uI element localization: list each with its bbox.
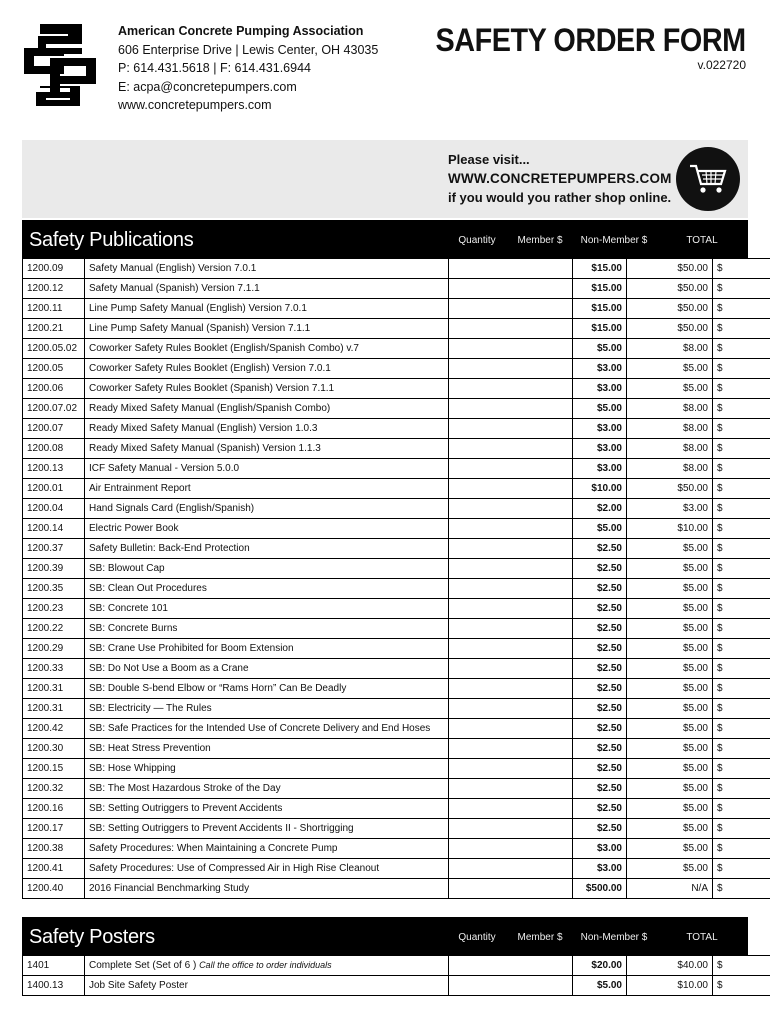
total-field[interactable]: $ xyxy=(713,359,770,379)
quantity-field[interactable] xyxy=(449,379,573,399)
quantity-field[interactable] xyxy=(449,439,573,459)
total-field[interactable]: $ xyxy=(713,639,770,659)
item-description: Ready Mixed Safety Manual (Spanish) Version 1.1.3 xyxy=(85,439,449,459)
item-description: ICF Safety Manual - Version 5.0.0 xyxy=(85,459,449,479)
item-description: SB: Do Not Use a Boom as a Crane xyxy=(85,659,449,679)
item-description xyxy=(85,956,449,976)
item-code: 1200.15 xyxy=(23,759,85,779)
total-field[interactable]: $ xyxy=(713,339,770,359)
nonmember-price: $5.00 xyxy=(627,539,713,559)
nonmember-price: $5.00 xyxy=(627,759,713,779)
member-price: $2.50 xyxy=(573,579,627,599)
shop-online-banner xyxy=(22,140,748,218)
item-description: SB: The Most Hazardous Stroke of the Day xyxy=(85,779,449,799)
member-price: $2.50 xyxy=(573,719,627,739)
acpa-logo xyxy=(18,22,102,108)
total-field[interactable]: $ xyxy=(713,699,770,719)
table-row xyxy=(23,799,770,819)
table-row xyxy=(23,619,770,639)
item-description-text: Complete Set (Set of 6 ) xyxy=(89,960,200,971)
publications-section xyxy=(22,220,748,899)
item-note: Call the office to order individuals xyxy=(199,960,332,970)
member-price: $15.00 xyxy=(573,319,627,339)
member-price: $10.00 xyxy=(573,479,627,499)
nonmember-price: $40.00 xyxy=(627,956,713,976)
col-total: TOTAL xyxy=(686,932,718,943)
nonmember-price: $5.00 xyxy=(627,359,713,379)
item-description: Electric Power Book xyxy=(85,519,449,539)
quantity-field[interactable] xyxy=(449,859,573,879)
item-code: 1400.13 xyxy=(23,976,85,996)
quantity-field[interactable] xyxy=(449,419,573,439)
item-description: SB: Heat Stress Prevention xyxy=(85,739,449,759)
nonmember-price: $5.00 xyxy=(627,739,713,759)
quantity-field[interactable] xyxy=(449,879,573,899)
quantity-field[interactable] xyxy=(449,559,573,579)
nonmember-price: $5.00 xyxy=(627,639,713,659)
member-price: $500.00 xyxy=(573,879,627,899)
quantity-field[interactable] xyxy=(449,339,573,359)
item-description: SB: Setting Outriggers to Prevent Accidents xyxy=(85,799,449,819)
quantity-field[interactable] xyxy=(449,699,573,719)
item-code: 1200.17 xyxy=(23,819,85,839)
quantity-field[interactable] xyxy=(449,819,573,839)
item-description: Coworker Safety Rules Booklet (English/Spanish Combo) v.7 xyxy=(85,339,449,359)
item-code: 1200.31 xyxy=(23,679,85,699)
member-price: $3.00 xyxy=(573,359,627,379)
member-price: $15.00 xyxy=(573,299,627,319)
item-code: 1200.04 xyxy=(23,499,85,519)
member-price: $2.50 xyxy=(573,679,627,699)
item-description: SB: Hose Whipping xyxy=(85,759,449,779)
table-row xyxy=(23,419,770,439)
visit-line1: Please visit... xyxy=(448,152,530,167)
nonmember-price: $8.00 xyxy=(627,459,713,479)
nonmember-price: $3.00 xyxy=(627,499,713,519)
quantity-field[interactable] xyxy=(449,719,573,739)
total-field[interactable]: $ xyxy=(713,679,770,699)
member-price: $15.00 xyxy=(573,259,627,279)
col-member: Member $ xyxy=(517,235,563,246)
member-price: $5.00 xyxy=(573,519,627,539)
nonmember-price: $5.00 xyxy=(627,379,713,399)
nonmember-price: $5.00 xyxy=(627,799,713,819)
member-price: $2.50 xyxy=(573,819,627,839)
quantity-field[interactable] xyxy=(449,579,573,599)
item-description: Coworker Safety Rules Booklet (English) Version 7.0.1 xyxy=(85,359,449,379)
member-price: $3.00 xyxy=(573,419,627,439)
item-description: Safety Procedures: Use of Compressed Air in High Rise Cleanout xyxy=(85,859,449,879)
table-row xyxy=(23,579,770,599)
table-row xyxy=(23,719,770,739)
quantity-field[interactable] xyxy=(449,519,573,539)
visit-url[interactable]: WWW.CONCRETEPUMPERS.COM xyxy=(448,171,672,186)
item-description: 2016 Financial Benchmarking Study xyxy=(85,879,449,899)
item-code: 1200.16 xyxy=(23,799,85,819)
nonmember-price: $8.00 xyxy=(627,399,713,419)
total-field[interactable]: $ xyxy=(713,839,770,859)
table-row xyxy=(23,519,770,539)
nonmember-price: $5.00 xyxy=(627,859,713,879)
table-row xyxy=(23,559,770,579)
item-code: 1200.42 xyxy=(23,719,85,739)
table-row xyxy=(23,879,770,899)
publications-header xyxy=(22,220,748,258)
member-price: $3.00 xyxy=(573,859,627,879)
quantity-field[interactable] xyxy=(449,679,573,699)
posters-title: Safety Posters xyxy=(29,926,155,948)
member-price: $2.50 xyxy=(573,739,627,759)
total-field[interactable]: $ xyxy=(713,299,770,319)
member-price: $20.00 xyxy=(573,956,627,976)
item-code: 1200.29 xyxy=(23,639,85,659)
member-price: $3.00 xyxy=(573,839,627,859)
item-description: Job Site Safety Poster xyxy=(85,976,449,996)
table-row xyxy=(23,379,770,399)
member-price: $2.50 xyxy=(573,759,627,779)
nonmember-price: $50.00 xyxy=(627,319,713,339)
quantity-field[interactable] xyxy=(449,259,573,279)
total-field[interactable]: $ xyxy=(713,479,770,499)
form-version: v.022720 xyxy=(697,58,746,72)
publications-table xyxy=(22,258,770,899)
shopping-cart-icon[interactable] xyxy=(676,147,740,211)
table-row xyxy=(23,479,770,499)
item-code: 1200.05.02 xyxy=(23,339,85,359)
nonmember-price: $5.00 xyxy=(627,619,713,639)
total-field[interactable]: $ xyxy=(713,259,770,279)
member-price: $2.50 xyxy=(573,539,627,559)
member-price: $5.00 xyxy=(573,339,627,359)
nonmember-price: N/A xyxy=(627,879,713,899)
quantity-field[interactable] xyxy=(449,299,573,319)
posters-table xyxy=(22,955,770,996)
item-description: Safety Bulletin: Back-End Protection xyxy=(85,539,449,559)
item-description: Line Pump Safety Manual (English) Version 7.0.1 xyxy=(85,299,449,319)
org-email[interactable]: E: acpa@concretepumpers.com xyxy=(118,79,297,94)
member-price: $2.50 xyxy=(573,599,627,619)
member-price: $2.50 xyxy=(573,779,627,799)
item-code: 1401 xyxy=(23,956,85,976)
total-field[interactable]: $ xyxy=(713,779,770,799)
item-code: 1200.41 xyxy=(23,859,85,879)
item-description: Line Pump Safety Manual (Spanish) Version 7.1.1 xyxy=(85,319,449,339)
col-quantity: Quantity xyxy=(458,235,496,246)
total-field[interactable]: $ xyxy=(713,499,770,519)
item-code: 1200.13 xyxy=(23,459,85,479)
nonmember-price: $5.00 xyxy=(627,679,713,699)
table-row xyxy=(23,339,770,359)
nonmember-price: $50.00 xyxy=(627,279,713,299)
nonmember-price: $5.00 xyxy=(627,779,713,799)
item-description: SB: Blowout Cap xyxy=(85,559,449,579)
nonmember-price: $5.00 xyxy=(627,839,713,859)
table-row xyxy=(23,599,770,619)
table-row xyxy=(23,739,770,759)
item-description: Ready Mixed Safety Manual (English) Version 1.0.3 xyxy=(85,419,449,439)
total-field[interactable]: $ xyxy=(713,659,770,679)
table-row xyxy=(23,359,770,379)
item-code: 1200.31 xyxy=(23,699,85,719)
publications-title: Safety Publications xyxy=(29,229,194,251)
table-row xyxy=(23,679,770,699)
member-price: $2.50 xyxy=(573,619,627,639)
quantity-field[interactable] xyxy=(449,619,573,639)
nonmember-price: $10.00 xyxy=(627,976,713,996)
col-quantity: Quantity xyxy=(458,932,496,943)
item-code: 1200.40 xyxy=(23,879,85,899)
total-field[interactable]: $ xyxy=(713,759,770,779)
item-description: SB: Crane Use Prohibited for Boom Extension xyxy=(85,639,449,659)
item-code: 1200.21 xyxy=(23,319,85,339)
table-row xyxy=(23,839,770,859)
member-price: $2.50 xyxy=(573,639,627,659)
table-row xyxy=(23,639,770,659)
table-row xyxy=(23,819,770,839)
nonmember-price: $5.00 xyxy=(627,719,713,739)
col-member: Member $ xyxy=(517,932,563,943)
total-field[interactable]: $ xyxy=(713,739,770,759)
nonmember-price: $5.00 xyxy=(627,699,713,719)
item-code: 1200.35 xyxy=(23,579,85,599)
table-row xyxy=(23,499,770,519)
quantity-field[interactable] xyxy=(449,279,573,299)
table-row xyxy=(23,779,770,799)
item-code: 1200.39 xyxy=(23,559,85,579)
item-description: Safety Manual (Spanish) Version 7.1.1 xyxy=(85,279,449,299)
posters-header xyxy=(22,917,748,955)
member-price: $3.00 xyxy=(573,439,627,459)
item-code: 1200.07 xyxy=(23,419,85,439)
member-price: $15.00 xyxy=(573,279,627,299)
item-code: 1200.38 xyxy=(23,839,85,859)
table-row xyxy=(23,439,770,459)
total-field[interactable]: $ xyxy=(713,879,770,899)
member-price: $2.50 xyxy=(573,559,627,579)
quantity-field[interactable] xyxy=(449,499,573,519)
col-nonmember: Non-Member $ xyxy=(580,235,648,246)
visit-text xyxy=(448,150,672,207)
item-code: 1200.33 xyxy=(23,659,85,679)
item-description: SB: Concrete Burns xyxy=(85,619,449,639)
item-description: Safety Procedures: When Maintaining a Concrete Pump xyxy=(85,839,449,859)
total-field[interactable]: $ xyxy=(713,319,770,339)
quantity-field[interactable] xyxy=(449,359,573,379)
item-code: 1200.12 xyxy=(23,279,85,299)
item-code: 1200.30 xyxy=(23,739,85,759)
quantity-field[interactable] xyxy=(449,319,573,339)
nonmember-price: $50.00 xyxy=(627,479,713,499)
member-price: $5.00 xyxy=(573,399,627,419)
col-nonmember: Non-Member $ xyxy=(580,932,648,943)
total-field[interactable]: $ xyxy=(713,419,770,439)
nonmember-price: $5.00 xyxy=(627,559,713,579)
org-name: American Concrete Pumping Association xyxy=(118,24,364,38)
member-price: $2.50 xyxy=(573,659,627,679)
nonmember-price: $10.00 xyxy=(627,519,713,539)
member-price: $5.00 xyxy=(573,976,627,996)
quantity-field[interactable] xyxy=(449,799,573,819)
org-phone-fax: P: 614.431.5618 | F: 614.431.6944 xyxy=(118,61,311,75)
table-row xyxy=(23,319,770,339)
item-code: 1200.05 xyxy=(23,359,85,379)
total-field[interactable]: $ xyxy=(713,379,770,399)
form-title: SAFETY ORDER FORM xyxy=(435,22,746,58)
quantity-field[interactable] xyxy=(449,459,573,479)
item-code: 1200.01 xyxy=(23,479,85,499)
quantity-field[interactable] xyxy=(449,639,573,659)
item-code: 1200.11 xyxy=(23,299,85,319)
quantity-field[interactable] xyxy=(449,479,573,499)
total-field[interactable]: $ xyxy=(713,599,770,619)
total-field[interactable]: $ xyxy=(713,976,770,996)
item-code: 1200.09 xyxy=(23,259,85,279)
quantity-field[interactable] xyxy=(449,759,573,779)
item-description: SB: Concrete 101 xyxy=(85,599,449,619)
quantity-field[interactable] xyxy=(449,539,573,559)
nonmember-price: $5.00 xyxy=(627,579,713,599)
nonmember-price: $5.00 xyxy=(627,819,713,839)
quantity-field[interactable] xyxy=(449,399,573,419)
nonmember-price: $50.00 xyxy=(627,299,713,319)
org-contact-block xyxy=(118,22,378,115)
item-code: 1200.23 xyxy=(23,599,85,619)
item-code: 1200.08 xyxy=(23,439,85,459)
nonmember-price: $50.00 xyxy=(627,259,713,279)
total-field[interactable]: $ xyxy=(713,579,770,599)
quantity-field[interactable] xyxy=(449,779,573,799)
item-description: Safety Manual (English) Version 7.0.1 xyxy=(85,259,449,279)
item-code: 1200.06 xyxy=(23,379,85,399)
member-price: $3.00 xyxy=(573,459,627,479)
quantity-field[interactable] xyxy=(449,839,573,859)
total-field[interactable]: $ xyxy=(713,459,770,479)
nonmember-price: $8.00 xyxy=(627,419,713,439)
visit-line3: if you would you rather shop online. xyxy=(448,190,672,205)
table-row xyxy=(23,399,770,419)
item-code: 1200.07.02 xyxy=(23,399,85,419)
total-field[interactable]: $ xyxy=(713,519,770,539)
total-field[interactable]: $ xyxy=(713,399,770,419)
col-total: TOTAL xyxy=(686,235,718,246)
org-address: 606 Enterprise Drive | Lewis Center, OH 43035 xyxy=(118,42,379,57)
member-price: $3.00 xyxy=(573,379,627,399)
table-row xyxy=(23,259,770,279)
member-price: $2.00 xyxy=(573,499,627,519)
item-description: SB: Setting Outriggers to Prevent Accidents II - Shortrigging xyxy=(85,819,449,839)
item-description: Ready Mixed Safety Manual (English/Spanish Combo) xyxy=(85,399,449,419)
table-row xyxy=(23,299,770,319)
total-field[interactable]: $ xyxy=(713,719,770,739)
item-description: SB: Electricity — The Rules xyxy=(85,699,449,719)
total-field[interactable]: $ xyxy=(713,859,770,879)
table-row xyxy=(23,539,770,559)
total-field[interactable]: $ xyxy=(713,559,770,579)
table-row xyxy=(23,976,770,996)
item-code: 1200.32 xyxy=(23,779,85,799)
table-row xyxy=(23,956,770,976)
quantity-field[interactable] xyxy=(449,739,573,759)
total-field[interactable]: $ xyxy=(713,279,770,299)
item-code: 1200.14 xyxy=(23,519,85,539)
item-code: 1200.22 xyxy=(23,619,85,639)
quantity-field[interactable] xyxy=(449,976,573,996)
total-field[interactable]: $ xyxy=(713,619,770,639)
nonmember-price: $8.00 xyxy=(627,439,713,459)
org-website[interactable]: www.concretepumpers.com xyxy=(118,98,272,112)
total-field[interactable]: $ xyxy=(713,799,770,819)
item-code: 1200.37 xyxy=(23,539,85,559)
nonmember-price: $5.00 xyxy=(627,659,713,679)
item-description: Hand Signals Card (English/Spanish) xyxy=(85,499,449,519)
total-field[interactable]: $ xyxy=(713,819,770,839)
quantity-field[interactable] xyxy=(449,599,573,619)
item-description: SB: Clean Out Procedures xyxy=(85,579,449,599)
quantity-field[interactable] xyxy=(449,956,573,976)
item-description: Air Entrainment Report xyxy=(85,479,449,499)
table-row xyxy=(23,859,770,879)
item-description: Coworker Safety Rules Booklet (Spanish) Version 7.1.1 xyxy=(85,379,449,399)
table-row xyxy=(23,459,770,479)
total-field[interactable]: $ xyxy=(713,539,770,559)
nonmember-price: $8.00 xyxy=(627,339,713,359)
nonmember-price: $5.00 xyxy=(627,599,713,619)
member-price: $2.50 xyxy=(573,799,627,819)
table-row xyxy=(23,759,770,779)
item-description: SB: Double S-bend Elbow or “Rams Horn” Can Be Deadly xyxy=(85,679,449,699)
table-row xyxy=(23,699,770,719)
total-field[interactable]: $ xyxy=(713,439,770,459)
item-description: SB: Safe Practices for the Intended Use of Concrete Delivery and End Hoses xyxy=(85,719,449,739)
posters-section xyxy=(22,917,748,996)
table-row xyxy=(23,279,770,299)
total-field[interactable]: $ xyxy=(713,956,770,976)
table-row xyxy=(23,659,770,679)
quantity-field[interactable] xyxy=(449,659,573,679)
member-price: $2.50 xyxy=(573,699,627,719)
